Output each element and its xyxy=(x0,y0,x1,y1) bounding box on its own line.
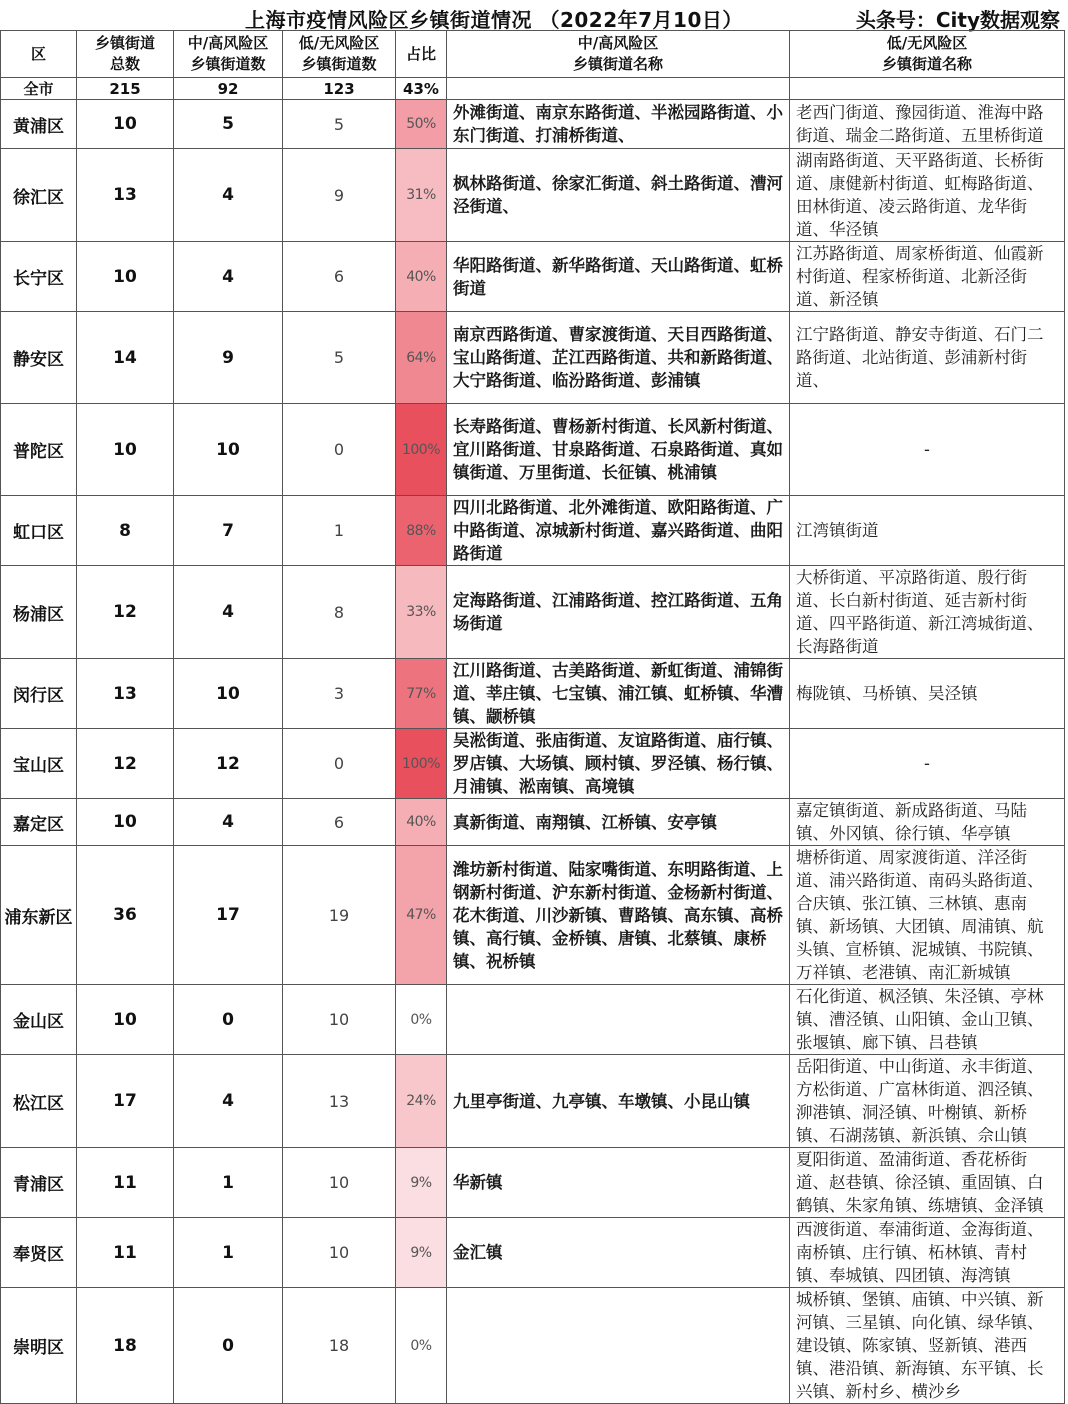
high-count-cell: 10 xyxy=(174,659,283,729)
district-cell: 宝山区 xyxy=(1,729,77,799)
low-names-cell: 梅陇镇、马桥镇、吴泾镇 xyxy=(790,659,1065,729)
table-row xyxy=(1,100,1065,149)
total-cell: 14 xyxy=(77,312,174,404)
district-cell: 金山区 xyxy=(1,985,77,1055)
high-names-cell xyxy=(447,1288,790,1404)
high-count-cell: 12 xyxy=(174,729,283,799)
high-names-cell: 吴淞街道、张庙街道、友谊路街道、庙行镇、罗店镇、大场镇、顾村镇、罗泾镇、杨行镇、月浦镇、淞南镇、高境镇 xyxy=(447,729,790,799)
col-total: 乡镇街道 总数 xyxy=(77,31,174,78)
col-high: 中/高风险区 乡镇街道数 xyxy=(174,31,283,78)
ratio-cell: 100% xyxy=(396,729,447,799)
high-names-cell: 江川路街道、古美路街道、新虹街道、浦锦街道、莘庄镇、七宝镇、浦江镇、虹桥镇、华漕镇、颛桥镇 xyxy=(447,659,790,729)
table-row xyxy=(1,496,1065,566)
high-count-cell: 0 xyxy=(174,1288,283,1404)
high-names-cell: 枫林路街道、徐家汇街道、斜土路街道、漕河泾街道、 xyxy=(447,149,790,242)
district-cell: 奉贤区 xyxy=(1,1218,77,1288)
low-names-cell: 老西门街道、豫园街道、淮海中路街道、瑞金二路街道、五里桥街道 xyxy=(790,100,1065,149)
high-names-cell: 九里亭街道、九亭镇、车墩镇、小昆山镇 xyxy=(447,1055,790,1148)
high-count-cell: 0 xyxy=(174,985,283,1055)
low-names-cell: 江湾镇街道 xyxy=(790,496,1065,566)
district-cell: 嘉定区 xyxy=(1,799,77,846)
total-cell: 11 xyxy=(77,1148,174,1218)
low-names-cell: 岳阳街道、中山街道、永丰街道、方松街道、广富林街道、泗泾镇、泖港镇、洞泾镇、叶榭镇、新桥镇、石湖荡镇、新浜镇、佘山镇 xyxy=(790,1055,1065,1148)
district-cell: 青浦区 xyxy=(1,1148,77,1218)
col-pct: 占比 xyxy=(396,31,447,78)
total-cell: 13 xyxy=(77,659,174,729)
high-count-cell: 9 xyxy=(174,312,283,404)
low-count-cell: 18 xyxy=(283,1288,396,1404)
low-names-cell: 石化街道、枫泾镇、朱泾镇、亭林镇、漕泾镇、山阳镇、金山卫镇、张堰镇、廊下镇、吕巷镇 xyxy=(790,985,1065,1055)
ratio-cell: 0% xyxy=(396,985,447,1055)
low-names-cell: 城桥镇、堡镇、庙镇、中兴镇、新河镇、三星镇、向化镇、绿华镇、建设镇、陈家镇、竖新镇、港西镇、港沿镇、新海镇、东平镇、长兴镇、新村乡、横沙乡 xyxy=(790,1288,1065,1404)
ratio-cell: 100% xyxy=(396,404,447,496)
table-row xyxy=(1,729,1065,799)
table-row xyxy=(1,242,1065,312)
high-count-cell: 4 xyxy=(174,1055,283,1148)
high-names-cell: 华新镇 xyxy=(447,1148,790,1218)
district-cell: 静安区 xyxy=(1,312,77,404)
source-label: 头条号：City数据观察 xyxy=(855,8,1060,32)
district-cell: 长宁区 xyxy=(1,242,77,312)
district-cell: 黄浦区 xyxy=(1,100,77,149)
total-cell: 12 xyxy=(77,729,174,799)
low-count-cell: 9 xyxy=(283,149,396,242)
header xyxy=(0,0,1068,30)
high-names-cell: 长寿路街道、曹杨新村街道、长风新村街道、宜川路街道、甘泉路街道、石泉路街道、真如镇街道、万里街道、长征镇、桃浦镇 xyxy=(447,404,790,496)
total-low: 123 xyxy=(283,78,396,100)
table-row xyxy=(1,799,1065,846)
high-names-cell: 南京西路街道、曹家渡街道、天目西路街道、宝山路街道、芷江西路街道、共和新路街道、大宁路街道、临汾路街道、彭浦镇 xyxy=(447,312,790,404)
total-district: 全市 xyxy=(1,78,77,100)
total-cell: 10 xyxy=(77,985,174,1055)
high-names-cell: 四川北路街道、北外滩街道、欧阳路街道、广中路街道、凉城新村街道、嘉兴路街道、曲阳路街道 xyxy=(447,496,790,566)
total-cell: 10 xyxy=(77,242,174,312)
total-high-names xyxy=(447,78,790,100)
total-cell: 10 xyxy=(77,100,174,149)
table-row xyxy=(1,985,1065,1055)
high-names-cell xyxy=(447,985,790,1055)
low-names-cell: 江宁路街道、静安寺街道、石门二路街道、北站街道、彭浦新村街道、 xyxy=(790,312,1065,404)
ratio-cell: 9% xyxy=(396,1148,447,1218)
table-row xyxy=(1,312,1065,404)
high-names-cell: 外滩街道、南京东路街道、半淞园路街道、小东门街道、打浦桥街道、 xyxy=(447,100,790,149)
low-names-cell: 湖南路街道、天平路街道、长桥街道、康健新村街道、虹梅路街道、田林街道、凌云路街道、龙华街道、华泾镇 xyxy=(790,149,1065,242)
table-row xyxy=(1,1218,1065,1288)
low-count-cell: 10 xyxy=(283,985,396,1055)
table-row xyxy=(1,1055,1065,1148)
col-district: 区 xyxy=(1,31,77,78)
high-count-cell: 1 xyxy=(174,1148,283,1218)
total-pct: 43% xyxy=(396,78,447,100)
high-count-cell: 4 xyxy=(174,799,283,846)
low-names-cell: 大桥街道、平凉路街道、殷行街道、长白新村街道、延吉新村街道、四平路街道、新江湾城街道、长海路街道 xyxy=(790,566,1065,659)
total-cell: 13 xyxy=(77,149,174,242)
total-cell: 18 xyxy=(77,1288,174,1404)
low-count-cell: 8 xyxy=(283,566,396,659)
high-names-cell: 潍坊新村街道、陆家嘴街道、东明路街道、上钢新村街道、沪东新村街道、金杨新村街道、花木街道、川沙新镇、曹路镇、高东镇、高桥镇、高行镇、金桥镇、唐镇、北蔡镇、康桥镇、祝桥镇 xyxy=(447,846,790,985)
ratio-cell: 47% xyxy=(396,846,447,985)
col-high-names: 中/高风险区 乡镇街道名称 xyxy=(447,31,790,78)
low-count-cell: 6 xyxy=(283,242,396,312)
low-count-cell: 10 xyxy=(283,1148,396,1218)
ratio-cell: 0% xyxy=(396,1288,447,1404)
district-cell: 松江区 xyxy=(1,1055,77,1148)
high-count-cell: 5 xyxy=(174,100,283,149)
low-names-cell: 西渡街道、奉浦街道、金海街道、南桥镇、庄行镇、柘林镇、青村镇、奉城镇、四团镇、海湾镇 xyxy=(790,1218,1065,1288)
high-names-cell: 真新街道、南翔镇、江桥镇、安亭镇 xyxy=(447,799,790,846)
ratio-cell: 33% xyxy=(396,566,447,659)
low-count-cell: 0 xyxy=(283,404,396,496)
high-count-cell: 4 xyxy=(174,242,283,312)
ratio-cell: 88% xyxy=(396,496,447,566)
low-count-cell: 3 xyxy=(283,659,396,729)
table-row xyxy=(1,659,1065,729)
low-count-cell: 10 xyxy=(283,1218,396,1288)
table-row xyxy=(1,404,1065,496)
total-cell: 12 xyxy=(77,566,174,659)
page-title: 上海市疫情风险区乡镇街道情况 （2022年7月10日） xyxy=(245,8,743,32)
district-cell: 崇明区 xyxy=(1,1288,77,1404)
total-total: 215 xyxy=(77,78,174,100)
ratio-cell: 31% xyxy=(396,149,447,242)
low-count-cell: 5 xyxy=(283,312,396,404)
low-names-cell: - xyxy=(790,404,1065,496)
table-row xyxy=(1,1148,1065,1218)
high-count-cell: 4 xyxy=(174,566,283,659)
total-low-names xyxy=(790,78,1065,100)
low-count-cell: 5 xyxy=(283,100,396,149)
high-names-cell: 华阳路街道、新华路街道、天山路街道、虹桥街道 xyxy=(447,242,790,312)
high-count-cell: 7 xyxy=(174,496,283,566)
district-cell: 普陀区 xyxy=(1,404,77,496)
low-names-cell: - xyxy=(790,729,1065,799)
high-count-cell: 4 xyxy=(174,149,283,242)
risk-table xyxy=(0,30,1065,1404)
total-cell: 36 xyxy=(77,846,174,985)
district-cell: 徐汇区 xyxy=(1,149,77,242)
low-names-cell: 嘉定镇街道、新成路街道、马陆镇、外冈镇、徐行镇、华亭镇 xyxy=(790,799,1065,846)
high-count-cell: 10 xyxy=(174,404,283,496)
low-count-cell: 1 xyxy=(283,496,396,566)
low-names-cell: 江苏路街道、周家桥街道、仙霞新村街道、程家桥街道、北新泾街道、新泾镇 xyxy=(790,242,1065,312)
table-row xyxy=(1,1288,1065,1404)
ratio-cell: 77% xyxy=(396,659,447,729)
low-names-cell: 夏阳街道、盈浦街道、香花桥街道、赵巷镇、徐泾镇、重固镇、白鹤镇、朱家角镇、练塘镇、金泽镇 xyxy=(790,1148,1065,1218)
table-row xyxy=(1,149,1065,242)
total-cell: 8 xyxy=(77,496,174,566)
ratio-cell: 40% xyxy=(396,799,447,846)
district-cell: 浦东新区 xyxy=(1,846,77,985)
high-count-cell: 17 xyxy=(174,846,283,985)
ratio-cell: 64% xyxy=(396,312,447,404)
col-low: 低/无风险区 乡镇街道数 xyxy=(283,31,396,78)
total-cell: 10 xyxy=(77,799,174,846)
header-row xyxy=(1,31,1065,78)
total-cell: 17 xyxy=(77,1055,174,1148)
total-cell: 11 xyxy=(77,1218,174,1288)
low-names-cell: 塘桥街道、周家渡街道、洋泾街道、浦兴路街道、南码头路街道、合庆镇、张江镇、三林镇、惠南镇、新场镇、大团镇、周浦镇、航头镇、宣桥镇、泥城镇、书院镇、万祥镇、老港镇、南汇新城镇 xyxy=(790,846,1065,985)
ratio-cell: 40% xyxy=(396,242,447,312)
district-cell: 杨浦区 xyxy=(1,566,77,659)
low-count-cell: 13 xyxy=(283,1055,396,1148)
total-row xyxy=(1,78,1065,100)
low-count-cell: 19 xyxy=(283,846,396,985)
low-count-cell: 6 xyxy=(283,799,396,846)
district-cell: 虹口区 xyxy=(1,496,77,566)
ratio-cell: 50% xyxy=(396,100,447,149)
high-count-cell: 1 xyxy=(174,1218,283,1288)
table-row xyxy=(1,846,1065,985)
ratio-cell: 24% xyxy=(396,1055,447,1148)
table-row xyxy=(1,566,1065,659)
district-cell: 闵行区 xyxy=(1,659,77,729)
total-cell: 10 xyxy=(77,404,174,496)
ratio-cell: 9% xyxy=(396,1218,447,1288)
col-low-names: 低/无风险区 乡镇街道名称 xyxy=(790,31,1065,78)
low-count-cell: 0 xyxy=(283,729,396,799)
high-names-cell: 金汇镇 xyxy=(447,1218,790,1288)
high-names-cell: 定海路街道、江浦路街道、控江路街道、五角场街道 xyxy=(447,566,790,659)
total-high: 92 xyxy=(174,78,283,100)
